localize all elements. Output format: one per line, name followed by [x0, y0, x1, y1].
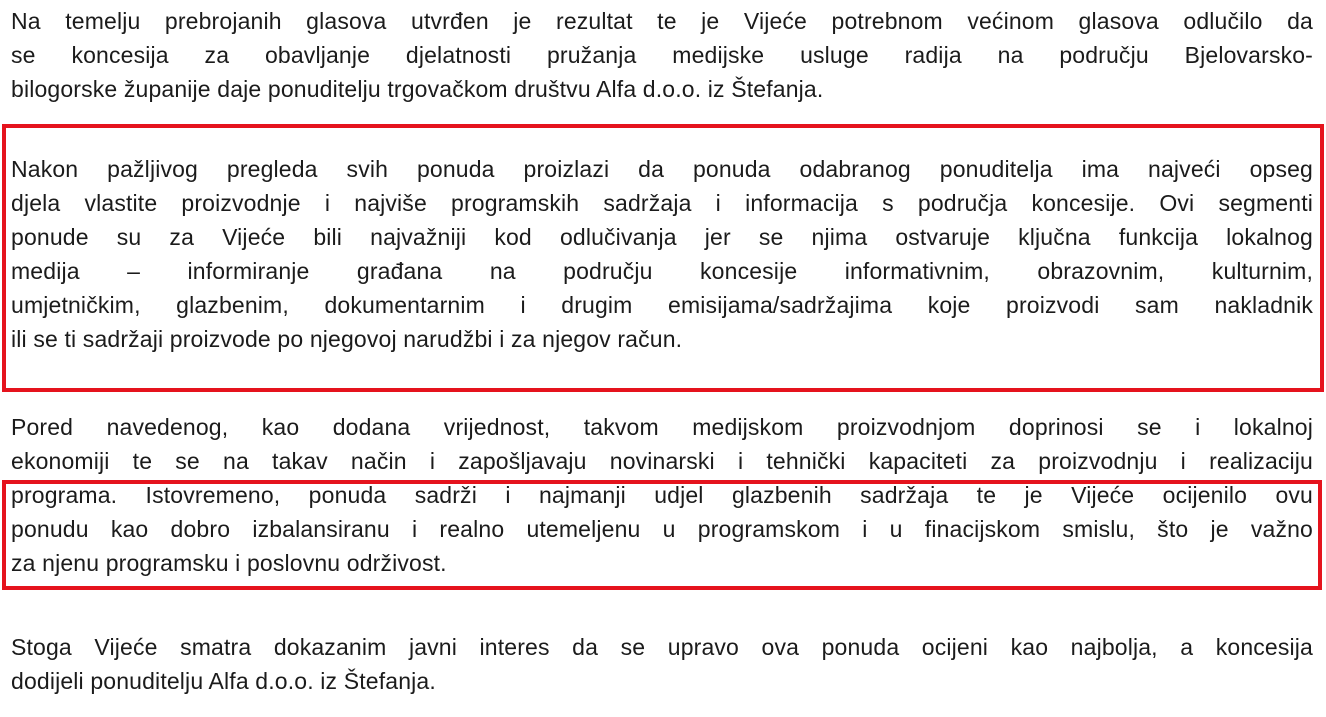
text-line: ekonomiji te se na takav način i zapošljavaju novinarski i tehnički kapaciteti za proizvodnju i realizaciju: [11, 448, 1313, 474]
text-line: za njenu programsku i poslovnu održivost.: [11, 550, 447, 576]
text-line: se koncesija za obavljanje djelatnosti pružanja medijske usluge radija na području Bjelovarsko-: [11, 42, 1313, 68]
text-line: umjetničkim, glazbenim, dokumentarnim i drugim emisijama/sadržajima koje proizvodi sam nakladnik: [11, 292, 1313, 318]
text-line: bilogorske županije daje ponuditelju trgovačkom društvu Alfa d.o.o. iz Štefanja.: [11, 76, 824, 102]
text-line: Na temelju prebrojanih glasova utvrđen je rezultat te je Vijeće potrebnom većinom glasova odlučilo da: [11, 8, 1313, 34]
paragraph-concession-decision: [11, 4, 1313, 106]
text-line: dodijeli ponuditelju Alfa d.o.o. iz Štefanja.: [11, 668, 436, 694]
paragraph-offer-review: [11, 152, 1313, 356]
text-line: ponudu kao dobro izbalansiranu i realno utemeljenu u programskom i u finacijskom smislu, što je važno: [11, 516, 1313, 542]
text-line: Stoga Vijeće smatra dokazanim javni interes da se upravo ova ponuda ocijeni kao najbolja, a koncesija: [11, 634, 1313, 660]
paragraph-added-value: [11, 410, 1313, 580]
text-line: Pored navedenog, kao dodana vrijednost, takvom medijskom proizvodnjom doprinosi se i lokalnoj: [11, 414, 1313, 440]
text-line: ili se ti sadržaji proizvode po njegovoj narudžbi i za njegov račun.: [11, 326, 683, 352]
text-line: djela vlastite proizvodnje i najviše programskih sadržaja i informacija s područja koncesije. Ovi segmenti: [11, 190, 1313, 216]
paragraph-conclusion: [11, 630, 1313, 698]
text-line: programa. Istovremeno, ponuda sadrži i najmanji udjel glazbenih sadržaja te je Vijeće ocijenilo ovu: [11, 482, 1313, 508]
text-line: Nakon pažljivog pregleda svih ponuda proizlazi da ponuda odabranog ponuditelja ima najveći opseg: [11, 156, 1313, 182]
text-line: ponude su za Vijeće bili najvažniji kod odlučivanja jer se njima ostvaruje ključna funkcija lokalnog: [11, 224, 1313, 250]
text-line: medija – informiranje građana na području koncesije informativnim, obrazovnim, kulturnim,: [11, 258, 1313, 284]
